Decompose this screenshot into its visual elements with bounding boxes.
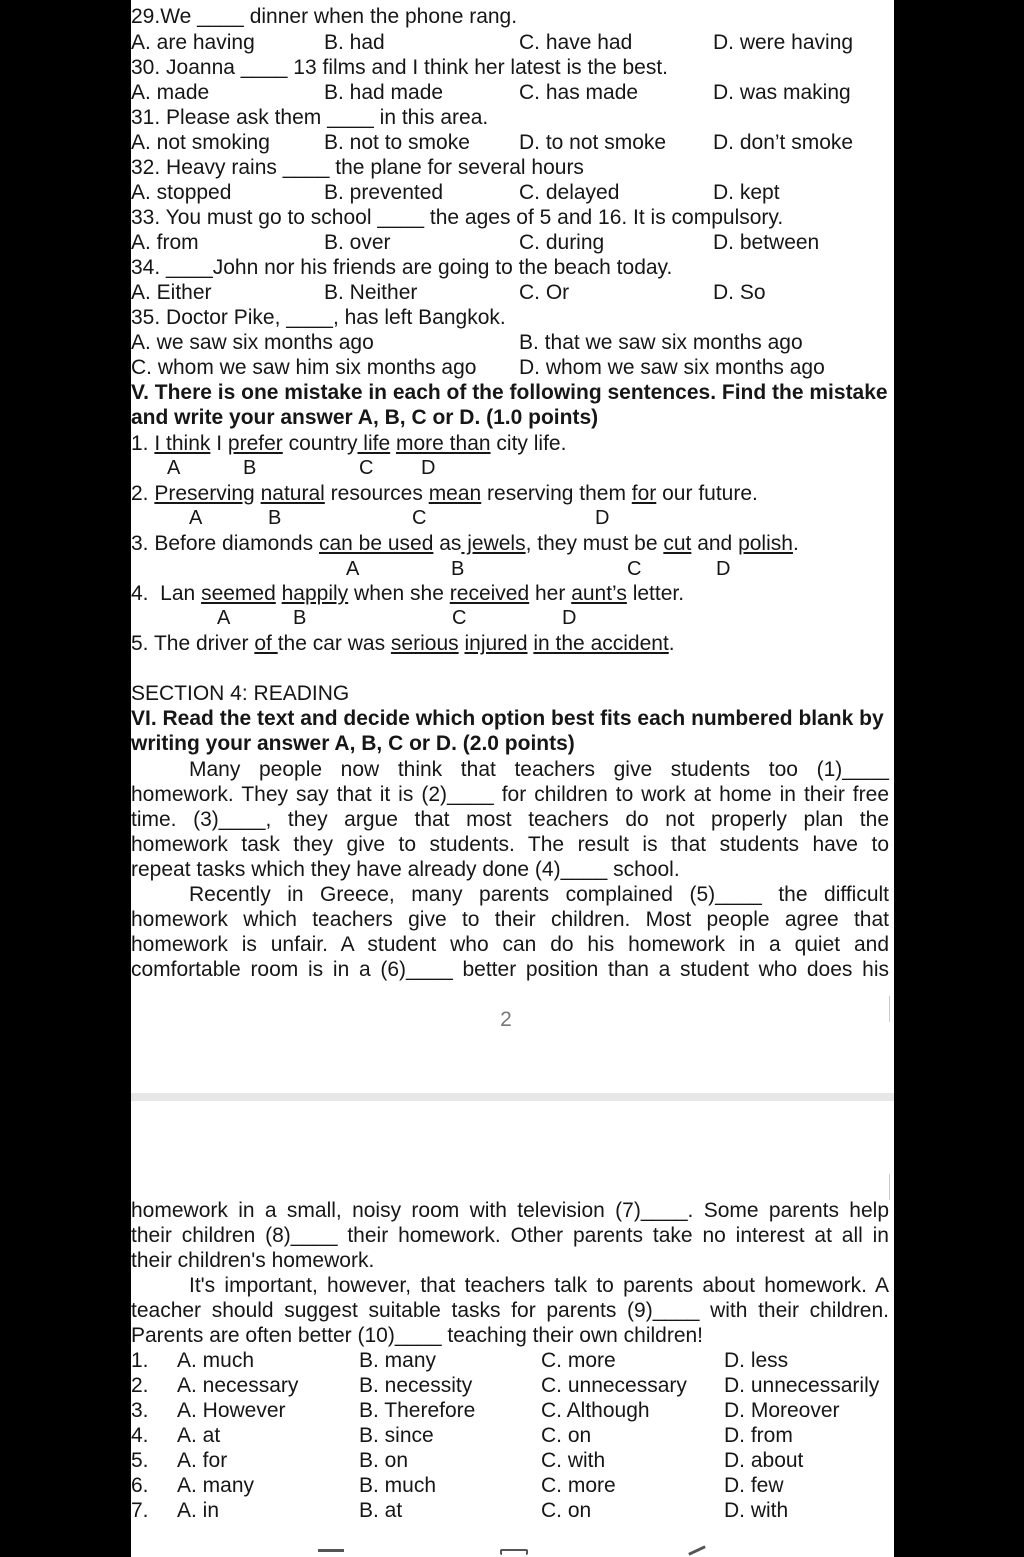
answer-number: 2. xyxy=(131,1374,149,1397)
answer-number: 7. xyxy=(131,1499,149,1522)
letter-b: B xyxy=(268,507,282,529)
sentence-part: resources xyxy=(324,482,429,505)
option: D. kept xyxy=(713,181,780,204)
letter-a: A xyxy=(217,607,231,629)
question-29: 29.We ____ dinner when the phone rang. xyxy=(131,5,518,28)
underlined-b: natural xyxy=(260,482,325,505)
letter-c: C xyxy=(359,457,374,479)
underlined-b: jewels xyxy=(461,532,526,555)
section-heading: VI. Read the text and decide which option best fits each numbered blank by xyxy=(131,707,884,730)
sentence-part: I xyxy=(210,432,228,455)
underlined-c: mean xyxy=(428,482,482,505)
answer-number: 4. xyxy=(131,1424,149,1447)
option: A. we saw six months ago xyxy=(131,331,374,354)
sentence-part: the car was xyxy=(277,632,391,655)
sentence-part: 4. Lan xyxy=(131,582,202,605)
answer-number: 6. xyxy=(131,1474,149,1497)
option: B. necessity xyxy=(359,1374,473,1397)
letter-b: B xyxy=(243,457,257,479)
option: D. less xyxy=(724,1349,789,1372)
option: D. few xyxy=(724,1474,784,1497)
option: C. has made xyxy=(519,81,639,104)
option: C. more xyxy=(541,1349,616,1372)
option: B. had xyxy=(324,31,385,54)
sentence-part: , they must be xyxy=(525,532,664,555)
question-32: 32. Heavy rains ____ the plane for several hours xyxy=(131,156,584,179)
option: B. not to smoke xyxy=(324,131,470,154)
sentence-part: 5. The driver xyxy=(131,632,255,655)
letter-b: B xyxy=(451,558,465,580)
section-heading: V. There is one mistake in each of the following sentences. Find the mistake xyxy=(131,381,888,404)
option: D. Moreover xyxy=(724,1399,840,1422)
question-30: 30. Joanna ____ 13 films and I think her latest is the best. xyxy=(131,56,668,79)
sentence-part: 1. xyxy=(131,432,155,455)
option: C. delayed xyxy=(519,181,620,204)
option: D. unnecessarily xyxy=(724,1374,880,1397)
error-sentence-2 xyxy=(131,481,758,506)
option: A. in xyxy=(177,1499,220,1522)
underlined-d: in the accident xyxy=(533,632,669,655)
sentence-part: reserving them xyxy=(481,482,632,505)
passage-line: Parents are often better (10)____ teaching their own children! xyxy=(131,1324,704,1347)
letter-a: A xyxy=(167,457,181,479)
option: C. more xyxy=(541,1474,616,1497)
sentence-part: city life. xyxy=(490,432,567,455)
passage-line: homework is unfair. A student who can do his homework in a quiet and xyxy=(131,933,889,956)
option: C. unnecessary xyxy=(541,1374,687,1397)
sentence-part: 2. xyxy=(131,482,155,505)
sentence-part: as xyxy=(433,532,462,555)
underlined-c: cut xyxy=(663,532,692,555)
sentence-part: our future. xyxy=(656,482,758,505)
letter-c: C xyxy=(452,607,467,629)
error-sentence-5 xyxy=(131,631,675,656)
option: A. made xyxy=(131,81,210,104)
section-heading: writing your answer A, B, C or D. (2.0 points) xyxy=(131,732,575,755)
underlined-a: of xyxy=(254,632,278,655)
question-33: 33. You must go to school ____ the ages of 5 and 16. It is compulsory. xyxy=(131,206,784,229)
letter-a: A xyxy=(189,507,203,529)
underlined-a: I think xyxy=(154,432,211,455)
page-separator xyxy=(131,1093,894,1101)
document-page-1 xyxy=(131,0,894,1093)
option: D. from xyxy=(724,1424,793,1447)
sentence-part: when she xyxy=(348,582,450,605)
section-heading: and write your answer A, B, C or D. (1.0 points) xyxy=(131,406,599,429)
scroll-indicator xyxy=(889,996,894,1022)
passage-line: their children's homework. xyxy=(131,1249,375,1272)
underlined-d: polish xyxy=(738,532,793,555)
letter-d: D xyxy=(595,507,610,529)
underlined-c: life xyxy=(357,432,391,455)
option: B. Neither xyxy=(324,281,418,304)
scroll-indicator xyxy=(889,1174,894,1200)
letter-c: C xyxy=(412,507,427,529)
option: D. about xyxy=(724,1449,804,1472)
passage-line: their children (8)____ their homework. Other parents take no interest at all in xyxy=(131,1224,889,1247)
passage-line: It's important, however, that teachers talk to parents about homework. A xyxy=(189,1274,889,1297)
underlined-a: seemed xyxy=(201,582,276,605)
sentence-part: and xyxy=(691,532,739,555)
option: C. during xyxy=(519,231,605,254)
question-35: 35. Doctor Pike, ____, has left Bangkok. xyxy=(131,306,506,329)
passage-line: time. (3)____, they argue that most teachers do not properly plan the xyxy=(131,808,889,831)
letter-a: A xyxy=(346,558,360,580)
question-31: 31. Please ask them ____ in this area. xyxy=(131,106,489,129)
letter-b: B xyxy=(293,607,307,629)
option: B. prevented xyxy=(324,181,444,204)
underlined-b: prefer xyxy=(227,432,283,455)
question-34: 34. ____John nor his friends are going to the beach today. xyxy=(131,256,673,279)
option: A. at xyxy=(177,1424,221,1447)
option: D. whom we saw six months ago xyxy=(519,356,825,379)
option: B. over xyxy=(324,231,391,254)
option: A. are having xyxy=(131,31,255,54)
option: A. However xyxy=(177,1399,286,1422)
underlined-a: can be used xyxy=(318,532,434,555)
sentence-part: country xyxy=(282,432,358,455)
passage-line: comfortable room is in a (6)____ better position than a student who does his xyxy=(131,958,889,981)
error-sentence-3 xyxy=(131,531,799,556)
option: C. Although xyxy=(541,1399,650,1422)
page-number: 2 xyxy=(500,1008,512,1031)
option: B. that we saw six months ago xyxy=(519,331,803,354)
error-sentence-1 xyxy=(131,431,566,456)
section-title: SECTION 4: READING xyxy=(131,682,350,705)
underlined-d: aunt’s xyxy=(571,582,627,605)
option: C. whom we saw him six months ago xyxy=(131,356,477,379)
option: C. Or xyxy=(519,281,570,304)
letter-c: C xyxy=(627,558,642,580)
answer-number: 5. xyxy=(131,1449,149,1472)
option: C. with xyxy=(541,1449,606,1472)
recent-apps-button[interactable] xyxy=(318,1549,344,1552)
option: A. many xyxy=(177,1474,255,1497)
option: A. much xyxy=(177,1349,255,1372)
option: B. Therefore xyxy=(359,1399,476,1422)
underlined-d: for xyxy=(631,482,657,505)
underlined-c: injured xyxy=(464,632,528,655)
error-sentence-4 xyxy=(131,581,684,606)
passage-line: teacher should suggest suitable tasks for parents (9)____ with their children. xyxy=(131,1299,889,1322)
sentence-part: . xyxy=(792,532,799,555)
passage-line: Many people now think that teachers give students too (1)____ xyxy=(189,758,889,781)
document-page-2 xyxy=(131,1101,894,1557)
option: B. at xyxy=(359,1499,403,1522)
option: D. were having xyxy=(713,31,854,54)
option: A. not smoking xyxy=(131,131,270,154)
sentence-part: her xyxy=(529,582,572,605)
option: A. from xyxy=(131,231,199,254)
underlined-a: Preserving xyxy=(154,482,255,505)
option: A. necessary xyxy=(177,1374,299,1397)
option: B. many xyxy=(359,1349,437,1372)
passage-line: homework in a small, noisy room with television (7)____. Some parents help xyxy=(131,1199,889,1222)
option: D. between xyxy=(713,231,820,254)
option: D. to not smoke xyxy=(519,131,667,154)
back-button[interactable] xyxy=(688,1545,706,1555)
answer-number: 1. xyxy=(131,1349,149,1372)
home-button[interactable] xyxy=(500,1549,528,1555)
letter-d: D xyxy=(562,607,577,629)
passage-line: homework. They say that it is (2)____ for children to work at home in their free xyxy=(131,783,889,806)
option: D. So xyxy=(713,281,766,304)
option: B. since xyxy=(359,1424,434,1447)
option: B. much xyxy=(359,1474,437,1497)
option: C. on xyxy=(541,1424,592,1447)
underlined-d: more than xyxy=(396,432,491,455)
underlined-b: happily xyxy=(281,582,349,605)
option: D. was making xyxy=(713,81,851,104)
option: D. don’t smoke xyxy=(713,131,854,154)
option: D. with xyxy=(724,1499,789,1522)
option: C. have had xyxy=(519,31,633,54)
passage-line: homework which teachers give to their children. Most people agree that xyxy=(131,908,889,931)
sentence-part: letter. xyxy=(626,582,685,605)
passage-line: repeat tasks which they have already done (4)____ school. xyxy=(131,858,680,881)
passage-line: homework task they give to students. The result is that students have to xyxy=(131,833,889,856)
sentence-part: . xyxy=(668,632,675,655)
option: B. had made xyxy=(324,81,444,104)
underlined-b: serious xyxy=(390,632,459,655)
sentence-part: 3. Before diamonds xyxy=(131,532,319,555)
system-navigation-bar xyxy=(0,1540,1024,1557)
underlined-c: received xyxy=(449,582,530,605)
option: B. on xyxy=(359,1449,409,1472)
option: C. on xyxy=(541,1499,592,1522)
letter-d: D xyxy=(716,558,731,580)
option: A. for xyxy=(177,1449,228,1472)
option: A. Either xyxy=(131,281,212,304)
option: A. stopped xyxy=(131,181,232,204)
passage-line: Recently in Greece, many parents complained (5)____ the difficult xyxy=(189,883,889,906)
letter-d: D xyxy=(421,457,436,479)
answer-number: 3. xyxy=(131,1399,149,1422)
